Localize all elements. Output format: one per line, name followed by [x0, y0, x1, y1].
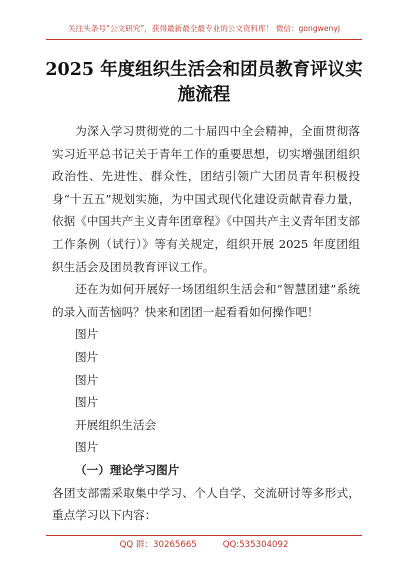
image-placeholder-5: 图片: [75, 440, 99, 455]
document-body: [52, 120, 360, 527]
image-placeholder-4: 图片: [75, 395, 99, 410]
footer-divider: [46, 535, 362, 536]
footer-contact: [0, 538, 408, 550]
footer-qq-group: QQ 群：30265665: [119, 540, 197, 550]
question-paragraph: 还在为如何开展好一场团组织生活会和“智慧团建”系统的录入而苦恼吗？快来和团团一起看看如何操作吧！: [52, 282, 360, 319]
image-placeholder-3: 图片: [75, 372, 99, 387]
section-heading: （一）理论学习图片: [75, 462, 180, 477]
footer-qq: QQ:535304092: [222, 540, 289, 550]
intro-paragraph: 为深入学习贯彻党的二十届四中全会精神，全面贯彻落实习近平总书记关于青年工作的重要思想，切实增强团组织政治性、先进性、群众性，团结引领广大团员青年积极投身“十五五”规划实施，为中国式现代化建设贡献青春力量，依据《中国共产主义青年团章程》《中国共产主义青年团支部工作条例（试行）》等有关规定，组织开展 2025 年度团组织生活会及团员教育评议工作。: [52, 124, 360, 274]
image-placeholder-1: 图片: [75, 327, 99, 342]
image-placeholder-2: 图片: [75, 349, 99, 364]
header-notice: 关注头条号“公文研究”，获得最新最全最专业的公文资料库！ 微信：gongwenyj: [68, 24, 340, 33]
header-divider: [46, 39, 362, 40]
document-title: 2025 年度组织生活会和团员教育评议实施流程: [45, 60, 363, 105]
subheading: 开展组织生活会: [75, 417, 157, 432]
closing-paragraph: 各团支部需采取集中学习、个人自学、交流研讨等多形式，重点学习以下内容：: [52, 485, 360, 523]
